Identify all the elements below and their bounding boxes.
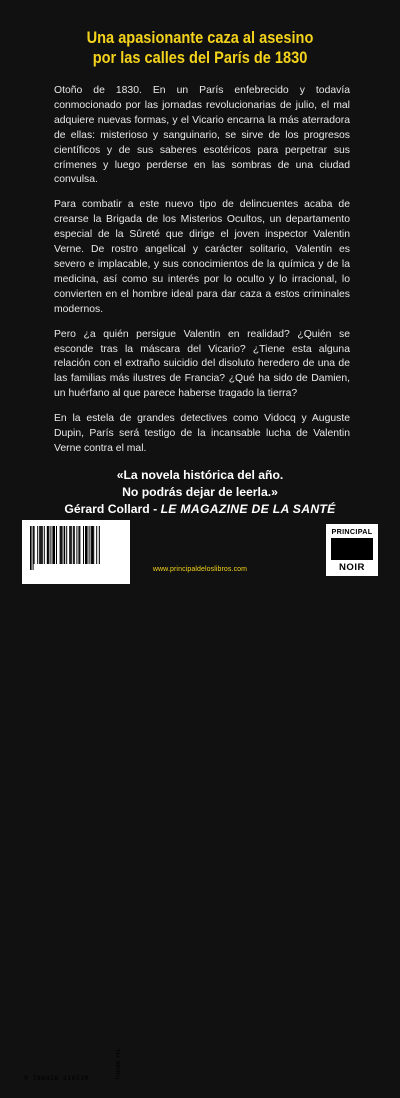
quote-line-2: No podrás dejar de leerla.»	[40, 484, 360, 501]
isbn-barcode	[22, 520, 130, 584]
quote-line-1: «La novela histórica del año.	[40, 467, 360, 484]
logo-top-text: PRINCIPAL	[326, 527, 378, 536]
logo-bottom-text: NOIR	[326, 562, 378, 573]
isbn-number: 9 788418 216510	[24, 1074, 104, 1082]
quote-source: LE MAGAZINE DE LA SANTÉ	[161, 502, 336, 516]
publisher-website[interactable]: www.principaldeloslibros.com	[120, 566, 280, 573]
tagline-line-2: por las calles del París de 1830	[38, 48, 362, 68]
logo-bar	[331, 538, 373, 560]
barcode-bars	[30, 526, 100, 570]
quote-attribution	[40, 501, 360, 518]
quote-author: Gérard Collard -	[64, 502, 160, 516]
thema-code: THEMA: FFL	[116, 1048, 126, 1098]
review-quote	[40, 467, 360, 518]
synopsis-paragraph-1: Otoño de 1830. En un París enfebrecido y todavía conmocionado por las jornadas revolucionarias de julio, el mal adquiere nuevas formas, y el Vicario encarna la más aterradora de ellas: misterioso y sanguinario, se sirve de los progresos científicos y de sus saberes esotéricos para perpetrar sus crímenes y luego perderse en las sombras de una ciudad convulsa.	[54, 84, 350, 188]
publisher-logo	[326, 524, 378, 576]
tagline-line-1: Una apasionante caza al asesino	[38, 28, 362, 48]
synopsis-paragraph-2: Para combatir a este nuevo tipo de delincuentes acaba de crearse la Brigada de los Misterios Ocultos, un departamento especial de la Sûreté que dirige el joven inspector Valentin Verne. De rostro angelical y carácter solitario, Valentin es severo e implacable, y sus conocimientos de la química y de la medicina, así como su interés por lo oculto y lo irracional, lo convierten en el hombre ideal para dar caza a estos criminales modernos.	[54, 198, 350, 317]
synopsis-paragraph-4: En la estela de grandes detectives como Vidocq y Auguste Dupin, París será testigo de la incansable lucha de Valentin Verne contra el mal.	[54, 412, 350, 457]
synopsis-paragraph-3: Pero ¿a quién persigue Valentin en realidad? ¿Quién se esconde tras la máscara del Vicario? ¿Tiene esta alguna relación con el extraño suicidio del disoluto heredero de una de las familias más ilustres de Francia? ¿Qué ha sido de Damien, un huérfano al que parece haberse tragado la tierra?	[54, 328, 350, 403]
synopsis	[54, 84, 350, 467]
tagline	[38, 28, 362, 68]
